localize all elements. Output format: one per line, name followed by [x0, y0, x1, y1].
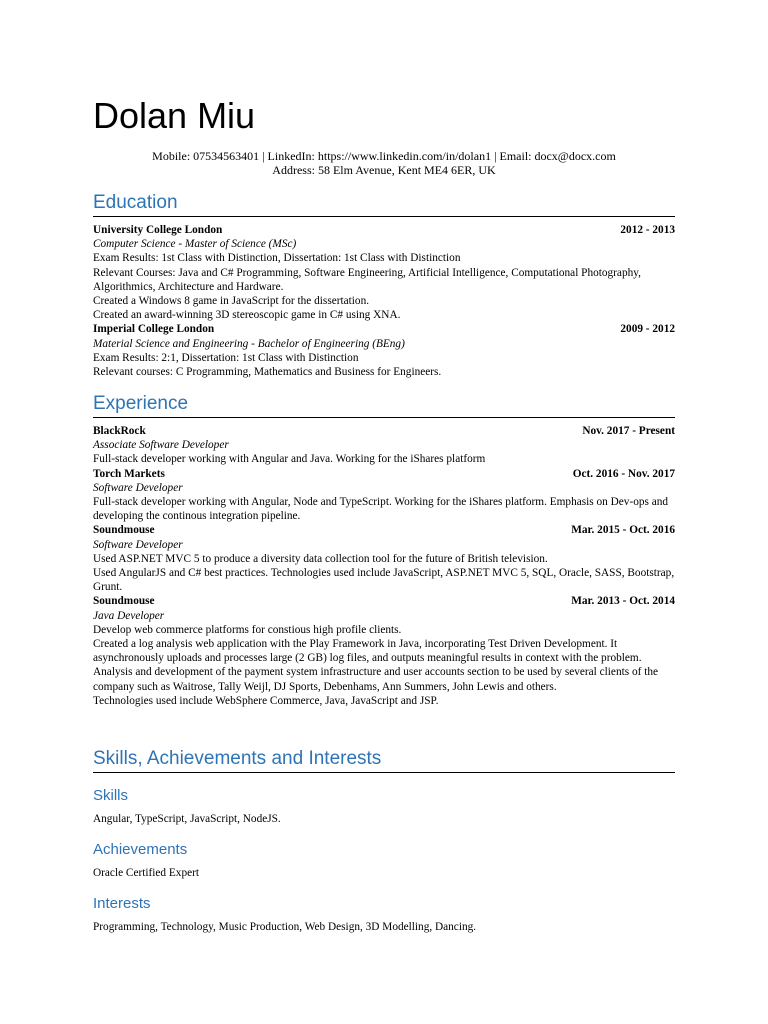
interests-text: Programming, Technology, Music Production, Web Design, 3D Modelling, Dancing. — [93, 921, 477, 933]
section-divider — [93, 417, 675, 418]
education-list — [93, 223, 675, 379]
entry-line: Exam Results: 1st Class with Distinction, Dissertation: 1st Class with Distinction — [93, 252, 461, 265]
job-title: Software Developer — [93, 538, 183, 551]
experience-entry — [93, 594, 675, 708]
company-name: BlackRock — [93, 425, 146, 437]
experience-list — [93, 424, 675, 708]
company-name: Torch Markets — [93, 467, 165, 480]
entry-header — [93, 424, 675, 438]
achievements-heading: Achievements — [93, 841, 188, 858]
entry-dates: Mar. 2015 - Oct. 2016 — [571, 524, 675, 537]
entry-line: Technologies used include WebSphere Commerce, Java, JavaScript and JSP. — [93, 694, 439, 707]
entry-line: Develop web commerce platforms for constious high profile clients. — [93, 623, 402, 636]
entry-dates: Nov. 2017 - Present — [582, 425, 675, 437]
education-section — [93, 192, 675, 379]
entry-line: Full-stack developer working with Angular, Node and TypeScript. Working for the iShares platform. Emphasis on Dev-ops and developing the continous integration pipeline. — [93, 496, 669, 523]
experience-section — [93, 393, 675, 708]
entry-line: Created a log analysis web application with the Play Framework in Java, incorporating Test Driven Development. It asynchronously uploads and processes large (2 GB) log files, and outputs meaningful results in context with the problem. — [93, 638, 642, 665]
skills-achievements-heading: Skills, Achievements and Interests — [93, 748, 382, 769]
section-divider — [93, 216, 675, 217]
skills-heading: Skills — [93, 787, 129, 804]
education-heading: Education — [93, 192, 178, 213]
entry-header — [93, 223, 675, 237]
interests-heading: Interests — [93, 895, 151, 912]
entry-line: Relevant courses: C Programming, Mathematics and Business for Engineers. — [93, 366, 442, 379]
job-title: Java Developer — [93, 609, 165, 622]
entry-line: Analysis and development of the payment system infrastructure and user accounts section to be used by several clients of the company such as Waitrose, Tally Weijl, DJ Sports, Debenhams, Ann Summers, John Lewis and others. — [93, 666, 658, 693]
candidate-name: Dolan Miu — [93, 95, 256, 136]
entry-line: Full-stack developer working with Angular and Java. Working for the iShares platform — [93, 453, 486, 466]
entry-dates: Oct. 2016 - Nov. 2017 — [572, 467, 675, 480]
entry-dates: 2009 - 2012 — [620, 323, 675, 336]
address-line: Address: 58 Elm Avenue, Kent ME4 6ER, UK — [272, 163, 496, 177]
entry-header — [93, 322, 675, 336]
skills-achievements-section — [93, 748, 675, 773]
school-name: Imperial College London — [93, 323, 215, 336]
achievements-text: Oracle Certified Expert — [93, 867, 200, 879]
degree: Computer Science - Master of Science (MSc) — [93, 238, 297, 251]
entry-dates: 2012 - 2013 — [620, 224, 675, 236]
entry-line: Created a Windows 8 game in JavaScript for the dissertation. — [93, 295, 370, 308]
degree: Material Science and Engineering - Bachelor of Engineering (BEng) — [93, 337, 405, 350]
contact-line: Mobile: 07534563401 | LinkedIn: https://www.linkedin.com/in/dolan1 | Email: docx@docx.com — [152, 149, 616, 163]
company-name: Soundmouse — [93, 524, 155, 537]
entry-header — [93, 523, 675, 537]
job-title: Associate Software Developer — [93, 439, 229, 452]
experience-entry — [93, 523, 675, 594]
entry-line: Used AngularJS and C# best practices. Technologies used include JavaScript, ASP.NET MVC 5, SQL, Oracle, SASS, Bootstrap, Grunt. — [93, 567, 675, 594]
section-divider — [93, 772, 675, 773]
entry-line: Relevant Courses: Java and C# Programming, Software Engineering, Artificial Intelligence, Computational Photography, Algorithmics, Architecture and Hardware. — [93, 266, 641, 293]
experience-entry — [93, 467, 675, 524]
education-entry — [93, 322, 675, 379]
experience-entry — [93, 424, 675, 467]
job-title: Software Developer — [93, 481, 183, 494]
company-name: Soundmouse — [93, 595, 155, 608]
entry-line: Exam Results: 2:1, Dissertation: 1st Class with Distinction — [93, 351, 359, 364]
entry-line: Used ASP.NET MVC 5 to produce a diversity data collection tool for the future of British television. — [93, 552, 548, 565]
skills-text: Angular, TypeScript, JavaScript, NodeJS. — [93, 813, 281, 825]
entry-line: Created an award-winning 3D stereoscopic game in C# using XNA. — [93, 309, 401, 322]
entry-header — [93, 594, 675, 608]
school-name: University College London — [93, 224, 223, 236]
education-entry — [93, 223, 675, 322]
experience-heading: Experience — [93, 393, 189, 414]
entry-dates: Mar. 2013 - Oct. 2014 — [571, 595, 675, 608]
entry-header — [93, 467, 675, 481]
